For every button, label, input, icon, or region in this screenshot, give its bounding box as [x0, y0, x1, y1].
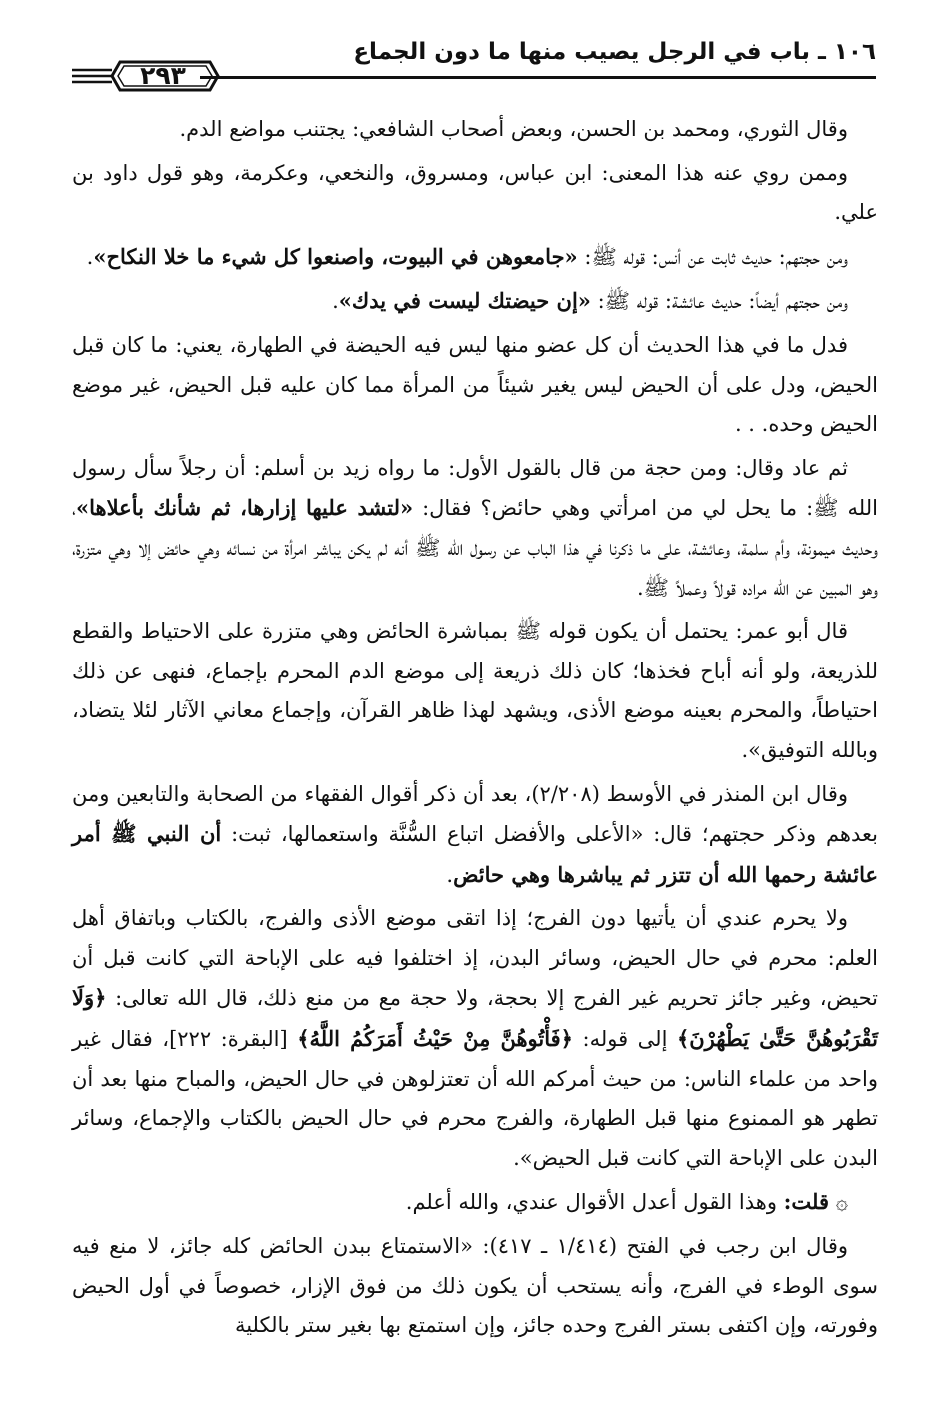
text-segment: .: [86, 244, 94, 269]
text-segment: [البقرة: ٢٢٢]، فقال غير واحد من علماء الناس: من حيث أمركم الله أن تعتزلوهن في حال الحيض، والمباح منها بعد أن تطهر هو الممنوع منها قبل الطهارة، والفرج محرم في حال الحيض بالكتاب والإجماع، وسائر البدن على الإباحة التي كانت قبل الحيض».: [72, 1027, 878, 1170]
page-header: [72, 36, 876, 106]
header-rule: [200, 76, 876, 79]
paragraph-p6: [72, 449, 878, 608]
bold-text-segment: «لتشد عليها إزارها، ثم شأنك بأعلاها»: [76, 495, 414, 521]
text-segment: ، وحديث ميمونة، وأم سلمة، وعائشة، على ما ذكرنا في هذا الباب عن رسول الله ﷺ أنه لم يكن يباشر امرأة من نسائه وهي حائض إلا وهي متزرة، وهو المبين عن الله مراده قولاً وعملاً ﷺ.: [72, 496, 878, 600]
paragraph-p4: [72, 281, 878, 322]
text-segment: وقال ابن رجب في الفتح (١/٤١٤ ـ ٤١٧): «الاستمتاع ببدن الحائض كله جائز، لا منع فيه سوى الوطء في الفرج، وأنه يستحب أن يكون ذلك من فوق الإزار، خصوصاً في أول الحيض وفورته، وإن اكتفى بستر الفرج وحده جائز، وإن استمتع بها بغير ستر بالكلية: [72, 1234, 878, 1338]
text-segment: وهذا القول أعدل الأقوال عندي، والله أعلم.: [405, 1190, 784, 1215]
text-segment: .: [446, 862, 454, 887]
running-head: ١٠٦ ـ باب في الرجل يصيب منها ما دون الجماع: [353, 39, 876, 65]
text-segment: وقال الثوري، ومحمد بن الحسن، وبعض أصحاب الشافعي: يجتنب مواضع الدم.: [179, 117, 848, 141]
page-number: ٢٩٣: [140, 61, 186, 90]
page-number-badge: [72, 58, 222, 94]
paragraph-p8: [72, 775, 878, 896]
paragraph-p11: [72, 1227, 878, 1346]
text-segment: ثم عاد وقال: ومن حجة من قال بالقول الأول: ما رواه زيد بن أسلم: أن رجلاً سأل رسول الله ﷺ: ما يحل لي من امرأتي وهي حائض؟ فقال:: [72, 455, 878, 521]
text-segment: ومن حجتهم: حديث ثابت عن أنس: قوله ﷺ:: [577, 244, 848, 269]
text-segment: وممن روي عنه هذا المعنى: ابن عباس، ومسروق، والنخعي، وعكرمة، وهو قول داود بن علي.: [72, 160, 878, 225]
text-segment: قال أبو عمر: يحتمل أن يكون قوله ﷺ بمباشرة الحائض وهي متزرة على الاحتياط والقطع للذريعة، ولو أنه أباح فخذها؛ كان ذلك ذريعة إلى موضع الدم المحرم بإجماع، فنهى عن ذلك احتياطاً، والمحرم بعينه موضع الأذى، ويشهد لهذا ظاهر القرآن، وإجماع معاني الآثار لئلا يتضاد، وبالله التوفيق».: [72, 619, 878, 762]
paragraph-p9: [72, 899, 878, 1178]
text-segment: فدل ما في هذا الحديث أن كل عضو منها ليس فيه الحيضة في الطهارة، يعني: ما كان قبل الحيض، ودل على أن الحيض ليس يغير شيئاً من المرأة مما كان عليه قبل الحيض، غير موضع الحيض وحده. . .: [72, 332, 878, 437]
bold-text-segment: ﴿فَأْتُوهُنَّ مِنْ حَيْثُ أَمَرَكُمُ اللَّهُ﴾: [297, 1026, 573, 1052]
bold-text-segment: «جامعوهن في البيوت، واصنعوا كل شيء ما خلا النكاح»: [93, 243, 578, 269]
bold-text-segment: «إن حيضتك ليست في يدك»: [338, 288, 591, 314]
text-segment: .: [332, 289, 339, 314]
text-segment: وقال ابن المنذر في الأوسط (٢/٢٠٨)، بعد أن ذكر أقوال الفقهاء من الصحابة والتابعين ومن بعدهم وذكر حجتهم؛ قال: «الأعلى والأفضل اتباع السُّنَّة واستعمالها، ثبت:: [72, 781, 879, 847]
paragraph-p5: [72, 326, 878, 445]
text-segment: إلى قوله:: [572, 1027, 677, 1052]
text-segment: ۞: [829, 1190, 848, 1215]
paragraph-p10: [72, 1182, 878, 1223]
text-segment: ومن حجتهم أيضاً: حديث عائشة: قوله ﷺ:: [590, 289, 848, 314]
paragraph-p7: [72, 612, 878, 770]
bold-text-segment: أن النبي ﷺ أمر عائشة رحمها الله أن تتزر ثم يباشرها وهي حائض: [72, 821, 878, 887]
paragraph-p2: [72, 154, 878, 233]
bold-text-segment: قلت:: [783, 1189, 830, 1215]
text-segment: ولا يحرم عندي أن يأتيها دون الفرج؛ إذا اتقى موضع الأذى والفرج، بالكتاب وباتفاق أهل العلم: محرم في حال الحيض، وسائر البدن، إذ اختلفوا فيه على الإباحة التي كانت قبل أن تحيض، وغير جائز تحريم غير الفرج إلا بحجة، ولا حجة مع من منع ذلك، قال الله تعالى:: [72, 906, 878, 1011]
main-text: [72, 110, 878, 1350]
bold-text-segment: ﴿وَلَا تَقْرَبُوهُنَّ حَتَّىٰ يَطْهُرْنَ﴾: [72, 985, 878, 1052]
paragraph-p3: [72, 237, 878, 278]
paragraph-p1: [72, 110, 878, 150]
